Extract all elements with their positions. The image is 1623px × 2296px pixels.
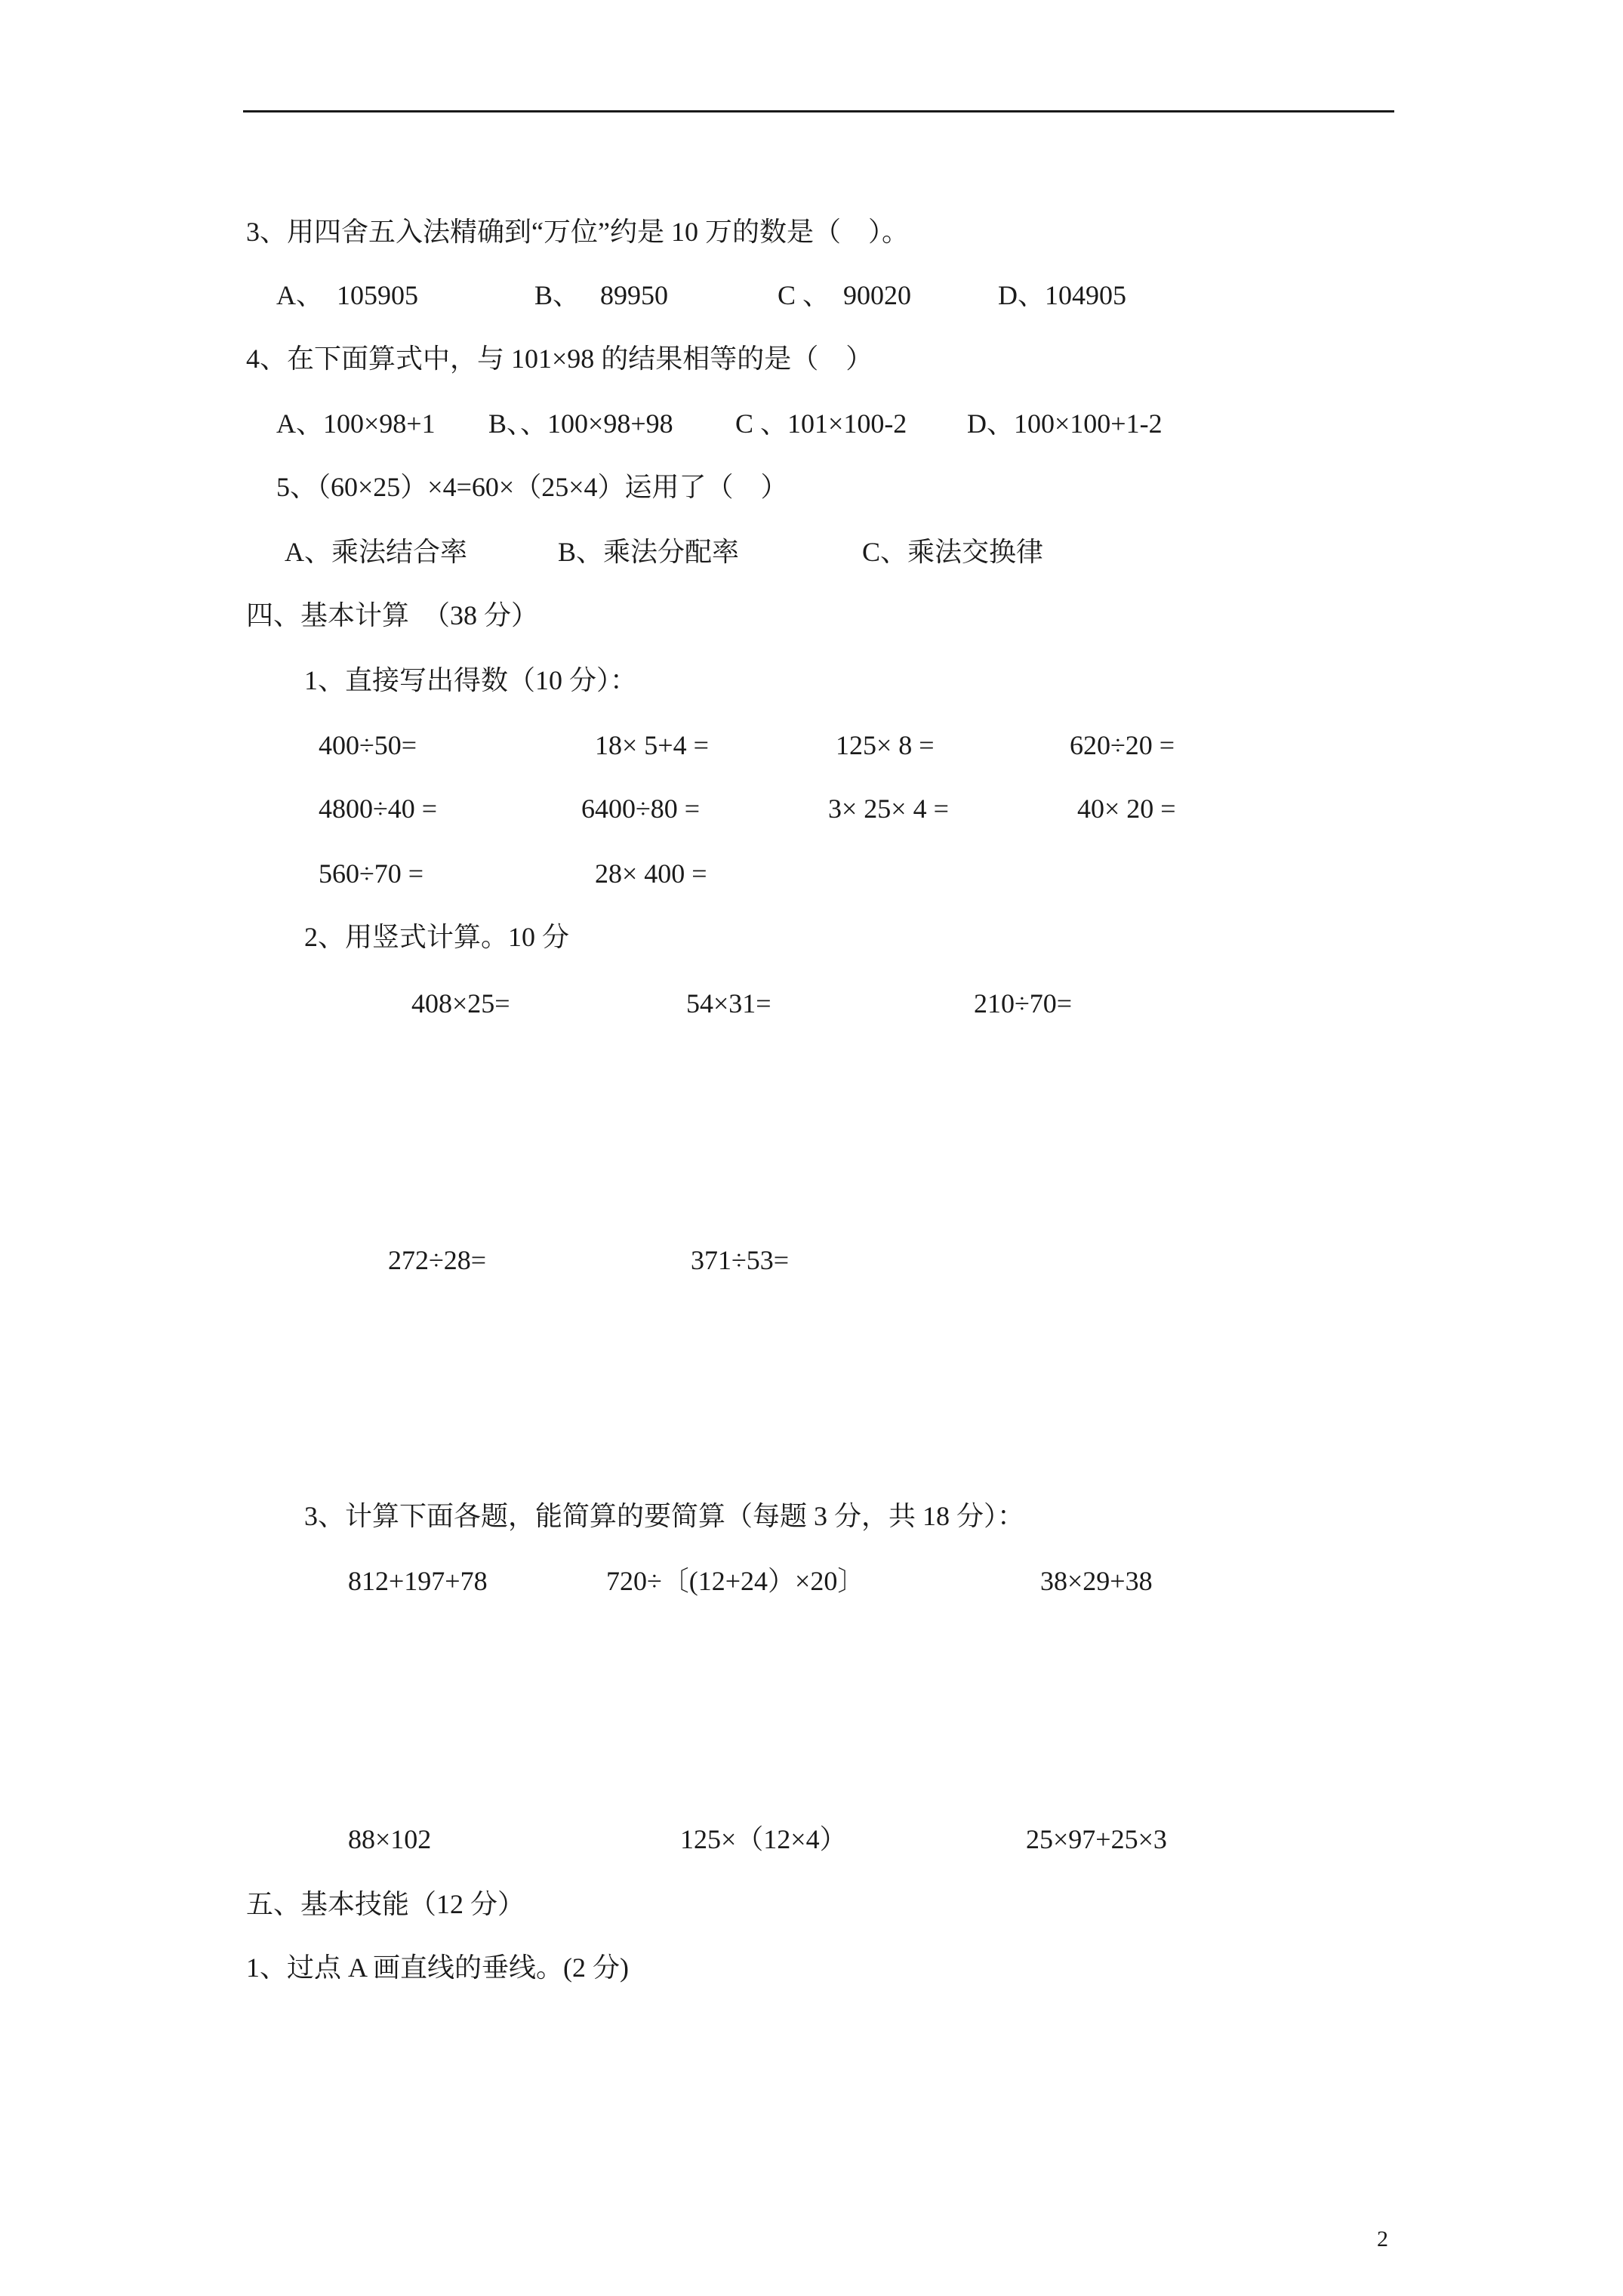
mental-calc-item: 3× 25× 4 = [828, 794, 949, 824]
q3-option-a: A、 105905 [276, 280, 418, 310]
q4-option-d: D、100×100+1-2 [967, 408, 1163, 439]
mental-calc-item: 6400÷80 = [581, 794, 701, 824]
q4-option-b: B、、100×98+98 [488, 408, 673, 439]
vertical-calc-item: 272÷28= [388, 1245, 487, 1275]
question-5: 5、（60×25）×4=60×（25×4）运用了（ ） [276, 472, 788, 502]
question-3: 3、用四舍五入法精确到“万位”约是 10 万的数是（ ）。 [246, 217, 909, 247]
section-5-title: 五、基本技能（12 分） [246, 1889, 525, 1919]
mental-calc-item: 28× 400 = [595, 858, 707, 889]
vertical-calc-item: 408×25= [411, 988, 510, 1019]
header-rule [243, 110, 1394, 112]
simplify-calc-item: 720÷〔(12+24）×20〕 [606, 1566, 865, 1596]
q4-option-a: A、100×98+1 [276, 408, 436, 439]
simplify-calc-item: 88×102 [348, 1824, 432, 1854]
mental-calc-item: 400÷50= [319, 730, 417, 760]
simplify-calc-item: 38×29+38 [1040, 1566, 1153, 1596]
page-number: 2 [1377, 2227, 1388, 2251]
mental-calc-item: 18× 5+4 = [595, 730, 709, 760]
mental-calc-item: 4800÷40 = [319, 794, 438, 824]
q5-option-a: A、乘法结合率 [285, 537, 467, 567]
section-5-question-1: 1、过点 A 画直线的垂线。(2 分) [246, 1952, 629, 1983]
mental-calc-item: 125× 8 = [836, 730, 935, 760]
simplify-calc-item: 25×97+25×3 [1026, 1824, 1167, 1854]
question-4: 4、在下面算式中，与 101×98 的结果相等的是（ ） [246, 344, 873, 374]
q4-option-c: C 、101×100-2 [735, 408, 907, 439]
part-1-title: 1、直接写出得数（10 分）： [304, 665, 638, 695]
simplify-calc-item: 125×（12×4） [680, 1824, 847, 1854]
mental-calc-item: 40× 20 = [1077, 794, 1176, 824]
q5-option-c: C、乘法交换律 [862, 537, 1044, 567]
section-4-title: 四、基本计算 （38 分） [246, 600, 539, 630]
vertical-calc-item: 371÷53= [691, 1245, 790, 1275]
q3-option-d: D、104905 [998, 280, 1126, 310]
vertical-calc-item: 210÷70= [974, 988, 1073, 1019]
mental-calc-item: 560÷70 = [319, 858, 424, 889]
q5-option-b: B、乘法分配率 [558, 537, 740, 567]
vertical-calc-item: 54×31= [686, 988, 771, 1019]
q3-option-b: B、 89950 [534, 280, 669, 310]
simplify-calc-item: 812+197+78 [348, 1566, 488, 1596]
part-3-title: 3、计算下面各题，能简算的要简算（每题 3 分，共 18 分）： [304, 1501, 1025, 1531]
q3-option-c: C 、 90020 [778, 280, 912, 310]
mental-calc-item: 620÷20 = [1070, 730, 1175, 760]
part-2-title: 2、用竖式计算。10 分 [304, 922, 570, 952]
